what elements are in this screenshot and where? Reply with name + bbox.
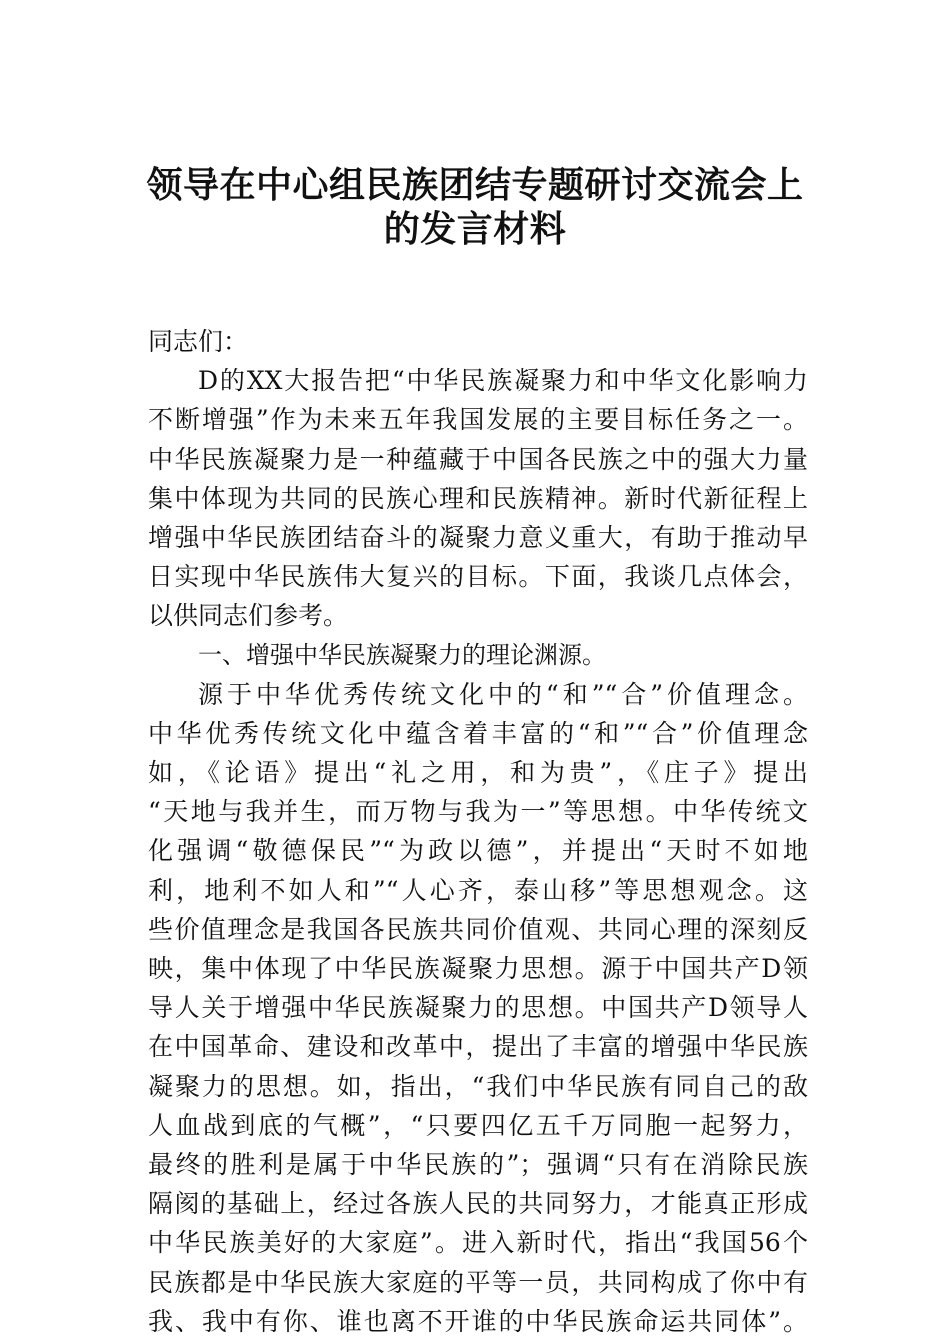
paragraph-line: 不断增强”作为未来五年我国发展的主要目标任务之一。 (148, 405, 808, 435)
document-title-line-2: 的发言材料 (383, 209, 567, 250)
paragraph-line: “天地与我并生，而万物与我为一”等思想。中华传统文 (148, 797, 808, 827)
paragraph-line: 日实现中华民族伟大复兴的目标。下面，我谈几点体会， (148, 562, 808, 592)
document-body (148, 322, 808, 1341)
paragraph-line: 中华优秀传统文化中蕴含着丰富的“和”“合”价值理念 (148, 718, 808, 748)
paragraph-2 (148, 675, 808, 1341)
greeting: 同志们： (148, 327, 249, 356)
paragraph-line: 中华民族凝聚力是一种蕴藏于中国各民族之中的强大力量 (148, 444, 808, 474)
paragraph-1 (148, 361, 808, 635)
paragraph-line: 化强调“敬德保民”“为政以德”，并提出“天时不如地 (148, 836, 808, 866)
paragraph-line: 民族都是中华民族大家庭的平等一员，共同构成了你中有 (148, 1267, 808, 1297)
paragraph-line: 集中体现为共同的民族心理和民族精神。新时代新征程上 (148, 483, 808, 513)
paragraph-line: 在中国革命、建设和改革中，提出了丰富的增强中华民族 (148, 1032, 808, 1062)
paragraph-line: 隔阂的基础上，经过各族人民的共同努力，才能真正形成 (148, 1189, 808, 1219)
paragraph-line: 我、我中有你、谁也离不开谁的中华民族命运共同体”。 (148, 1306, 808, 1336)
paragraph-line: 最终的胜利是属于中华民族的”；强调“只有在消除民族 (148, 1149, 808, 1179)
paragraph-line: 利，地利不如人和”“人心齐，泰山移”等思想观念。这 (148, 875, 808, 905)
document-title-line-1: 领导在中心组民族团结专题研讨交流会上 (146, 165, 804, 206)
paragraph-line: 如，《论语》提出“礼之用，和为贵”，《庄子》提出 (148, 758, 808, 788)
section-heading: 一、增强中华民族凝聚力的理论渊源。 (198, 640, 606, 669)
paragraph-line: 中华民族美好的大家庭”。进入新时代，指出“我国56个 (148, 1228, 809, 1258)
paragraph-line: D的XX大报告把“中华民族凝聚力和中华文化影响力 (198, 366, 808, 396)
paragraph-line: 些价值理念是我国各民族共同价值观、共同心理的深刻反 (148, 914, 808, 944)
paragraph-line: 增强中华民族团结奋斗的凝聚力意义重大，有助于推动早 (148, 522, 808, 552)
paragraph-line: 源于中华优秀传统文化中的“和”“合”价值理念。 (198, 679, 808, 709)
paragraph-line: 以供同志们参考。 (148, 601, 349, 631)
paragraph-line: 映，集中体现了中华民族凝聚力思想。源于中国共产D领 (148, 954, 808, 983)
paragraph-line: 人血战到底的气概”，“只要四亿五千万同胞一起努力， (148, 1110, 808, 1140)
paragraph-line: 凝聚力的思想。如，指出，“我们中华民族有同自己的敌 (148, 1071, 808, 1101)
paragraph-line: 导人关于增强中华民族凝聚力的思想。中国共产D领导人 (148, 993, 808, 1023)
